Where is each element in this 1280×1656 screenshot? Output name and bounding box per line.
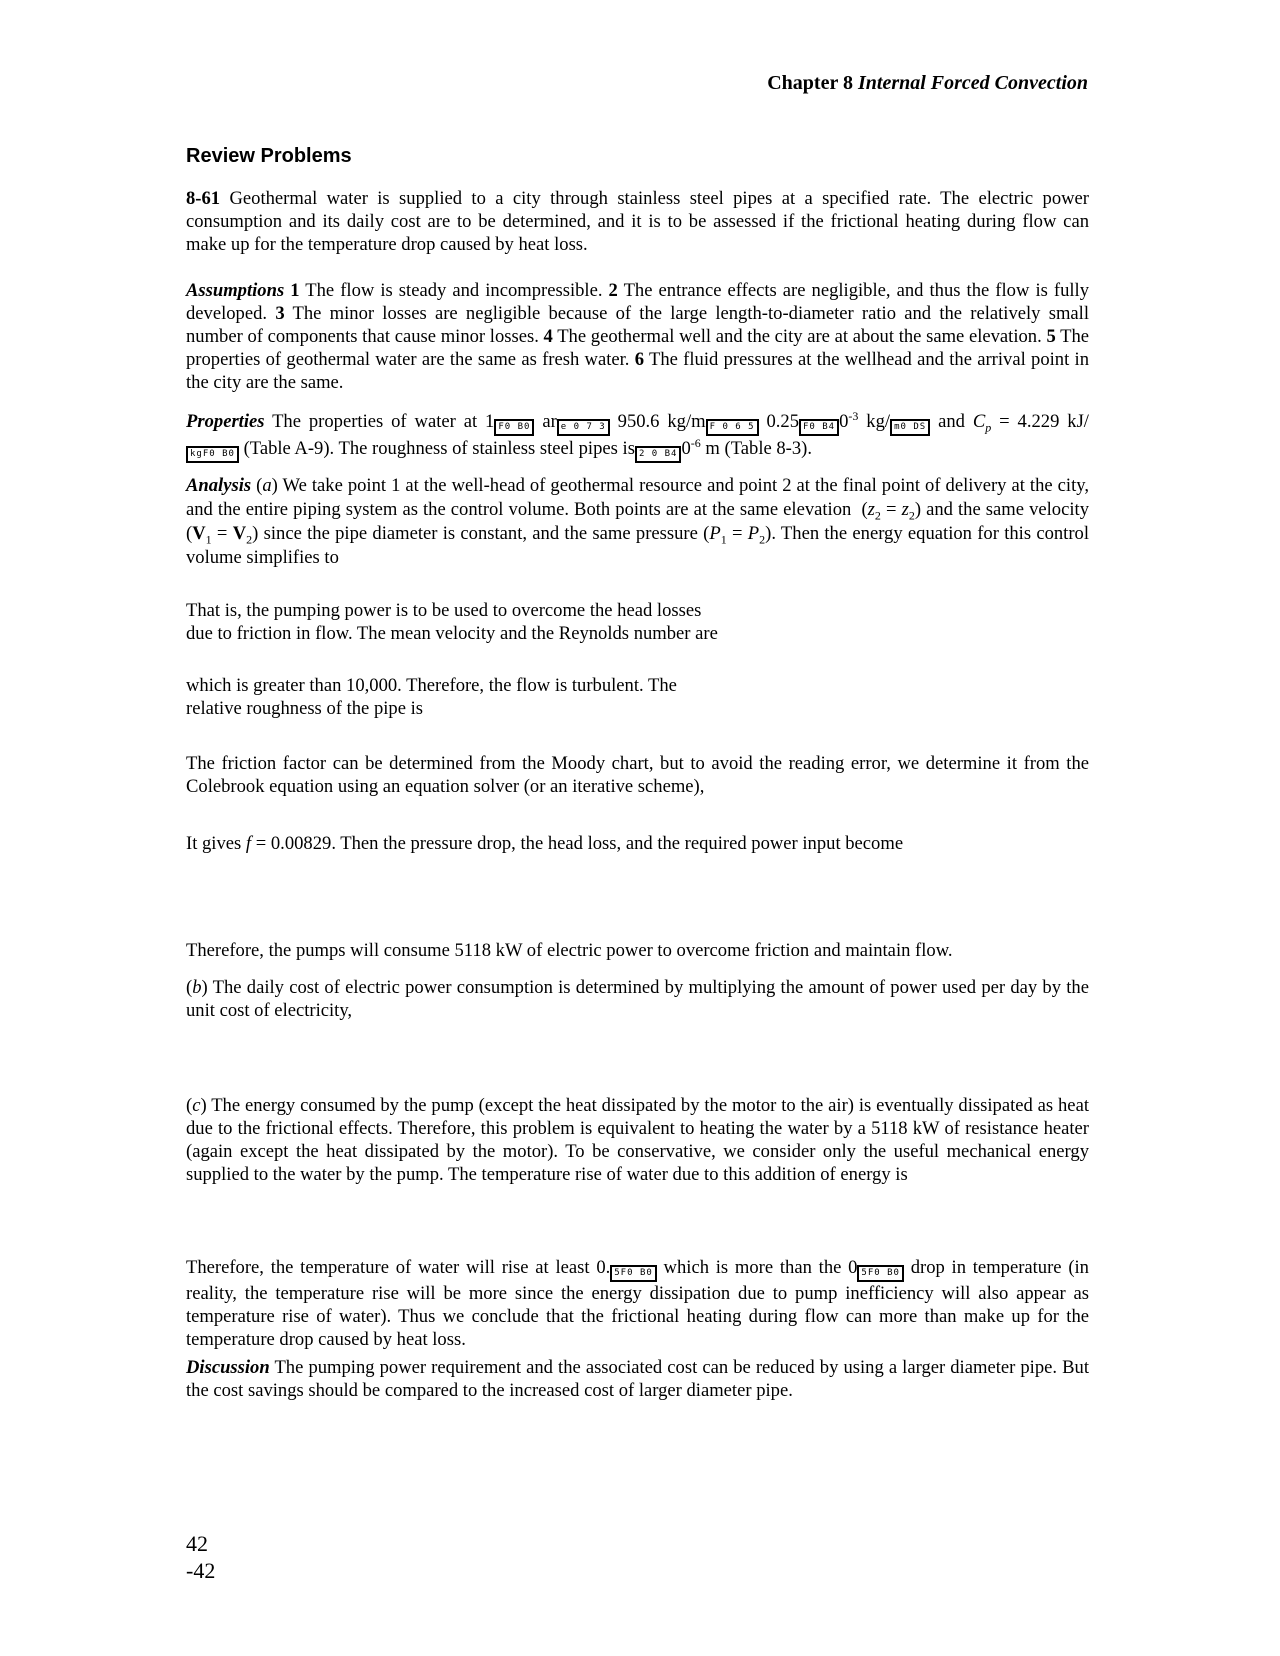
exponent: -6 bbox=[690, 435, 701, 450]
friction-factor-symbol: f bbox=[245, 833, 252, 854]
math-symbol: P bbox=[709, 523, 721, 544]
properties-text: 950.6 kg/m bbox=[617, 411, 706, 432]
missing-glyph-icon: 5F0 B0 bbox=[610, 1265, 657, 1282]
chapter-header bbox=[767, 72, 1088, 95]
properties-text: 0 bbox=[839, 411, 849, 432]
properties-text: (Table A-9). The roughness of stainless steel pipes is bbox=[243, 438, 635, 459]
part-c-paragraph: (c) The energy consumed by the pump (except the heat dissipated by the motor to the air) is eventually dissipated as heat due to the frictional effects. Therefore, this problem is equivalent to heating the water by a 5118 kW of resistance heater (again except the heat dissipated by the motor). To be conservative, we consider only the useful mechanical energy supplied to the water by the pump. The temperature rise of water due to this addition of energy is bbox=[186, 1095, 1089, 1185]
turbulent-paragraph bbox=[186, 674, 1089, 720]
cp-symbol: C bbox=[972, 411, 986, 432]
pumps-consume-paragraph bbox=[186, 939, 1089, 962]
assumption-number: 3 bbox=[275, 303, 285, 324]
math-subscript: 1 bbox=[720, 532, 727, 547]
assumption-text: The geothermal well and the city are at about the same elevation. bbox=[557, 326, 1042, 347]
math-symbol: z bbox=[867, 499, 875, 520]
assumption-number: 1 bbox=[290, 280, 300, 301]
math-symbol: z bbox=[901, 499, 909, 520]
text-line: due to friction in flow. The mean velocity and the Reynolds number are bbox=[186, 623, 718, 644]
page-number-line: -42 bbox=[186, 1558, 216, 1583]
part-c-text: The energy consumed by the pump (except the heat dissipated by the motor to the air) is eventually dissipated as heat due to the frictional effects. Therefore, this problem is equivalent to heating the water by a 5118 kW of resistance heater (again except the heat dissipated by the motor). To be conservative, we consider only the useful mechanical energy supplied to the water by the pump. The temperature rise of water due to this addition of energy is bbox=[186, 1095, 1089, 1185]
text-line: relative roughness of the pipe is bbox=[186, 698, 424, 719]
properties-text: ar bbox=[542, 411, 557, 432]
assumption-number: 6 bbox=[634, 349, 645, 370]
text-line: That is, the pumping power is to be used to overcome the head losses bbox=[186, 600, 702, 621]
exponent: -3 bbox=[848, 408, 859, 423]
conclusion-text: drop in temperature (in reality, the temperature rise will be more since the energy dissipation due to pump inefficiency will also appear as temperature rise of water). Thus we conclude that the frictional heating during flow can more than make up for the temperature drop caused by heat loss. bbox=[186, 1257, 1089, 1350]
section-title: Review Problems bbox=[186, 145, 352, 167]
missing-glyph-icon: F0 B4 bbox=[799, 419, 839, 436]
math-symbol: V bbox=[192, 523, 206, 544]
part-letter: c bbox=[192, 1095, 201, 1116]
properties-text: 0.25 bbox=[766, 411, 799, 432]
part-b-text: The daily cost of electric power consumption is determined by multiplying the amount of power used per day by the unit cost of electricity, bbox=[186, 977, 1089, 1021]
conclusion-paragraph bbox=[186, 1256, 1089, 1351]
math-symbol: P bbox=[747, 523, 760, 544]
missing-glyph-icon: e 0 7 3 bbox=[557, 419, 610, 436]
properties-text: The properties of water at 1 bbox=[272, 411, 495, 432]
assumption-text: The entrance effects are negligible, and thus the flow is fully developed. bbox=[186, 280, 1090, 324]
properties-text: = 4.229 kJ/ bbox=[999, 411, 1089, 432]
page-number-line: 42 bbox=[186, 1531, 208, 1556]
part-letter: b bbox=[192, 977, 202, 998]
chapter-title: Internal Forced Convection bbox=[857, 72, 1088, 94]
chapter-number: Chapter 8 bbox=[767, 72, 853, 94]
analysis-text: and the same velocity ( bbox=[186, 499, 1089, 544]
discussion-text: The pumping power requirement and the associated cost can be reduced by using a larger diameter pipe. But the cost savings should be compared to the increased cost of larger diameter pipe. bbox=[186, 1357, 1089, 1401]
properties-text: 0 bbox=[681, 438, 691, 459]
assumptions-label: Assumptions bbox=[186, 280, 285, 301]
discussion-label: Discussion bbox=[186, 1357, 270, 1378]
friction-paragraph bbox=[186, 752, 1089, 798]
missing-glyph-icon: 5F0 B0 bbox=[857, 1265, 904, 1282]
properties-label: Properties bbox=[186, 411, 265, 432]
properties-text: m (Table 8-3). bbox=[705, 438, 813, 459]
math-subscript: 2 bbox=[908, 508, 915, 523]
properties-text: kg/ bbox=[866, 411, 891, 432]
assumption-number: 5 bbox=[1046, 326, 1056, 347]
math-subscript: 1 bbox=[205, 532, 212, 547]
analysis-text: ). Then the energy equation for this control volume simplifies to bbox=[186, 523, 1090, 568]
analysis-text: since the pipe diameter is constant, and the same pressure ( bbox=[263, 523, 710, 544]
problem-statement bbox=[186, 187, 1089, 256]
math-subscript: 2 bbox=[759, 532, 766, 547]
analysis-label: Analysis bbox=[186, 475, 252, 496]
assumption-text: The minor losses are negligible because of the large length-to-diameter ratio and the relatively small number of components that cause minor losses. bbox=[186, 303, 1089, 347]
pumping-paragraph bbox=[186, 599, 1089, 645]
assumption-text: The fluid pressures at the wellhead and the arrival point in the city are the same. bbox=[186, 349, 1089, 393]
math-subscript: 2 bbox=[874, 508, 881, 523]
gives-text: It gives bbox=[186, 833, 242, 854]
assumption-text: The properties of geothermal water are the same as fresh water. bbox=[186, 326, 1090, 370]
missing-glyph-icon: kgF0 B0 bbox=[186, 446, 239, 463]
properties-text: and bbox=[938, 411, 965, 432]
conclusion-text: Therefore, the temperature of water will rise at least 0. bbox=[186, 1257, 611, 1278]
problem-number: 8-61 bbox=[186, 188, 221, 209]
problem-text: Geothermal water is supplied to a city through stainless steel pipes at a specified rate. The electric power consumption and its daily cost are to be determined, and it is to be assessed if the frictional heating during flow can make up for the temperature drop caused by heat loss. bbox=[186, 188, 1089, 255]
assumption-text: The flow is steady and incompressible. bbox=[305, 280, 603, 301]
math-symbol: V bbox=[232, 523, 247, 544]
cp-subscript: p bbox=[985, 420, 992, 435]
analysis-paragraph: Analysis (a) We take point 1 at the well-head of geothermal resource and point 2 at the final point of delivery at the city, and the entire piping system as the control volume. Both points are at the same elevation $(z_2 = z_2)$ and the same velocity $(V_1 = V_2)$ since the pipe diameter is constant, and the same pressure $(P_1 = P_2)$. Then the energy equation for this control volume simplifies to bbox=[186, 475, 1090, 568]
missing-glyph-icon: 2 0 B4 bbox=[635, 446, 682, 463]
discussion-paragraph bbox=[186, 1356, 1089, 1402]
part-letter: a bbox=[262, 475, 272, 496]
properties-paragraph bbox=[186, 409, 1089, 463]
friction-text: The friction factor can be determined from the Moody chart, but to avoid the reading error, we determine it from the Colebrook equation using an equation solver (or an iterative scheme), bbox=[186, 753, 1089, 797]
page-number bbox=[186, 1530, 215, 1584]
assumption-number: 2 bbox=[608, 280, 618, 301]
math-subscript: 2 bbox=[246, 532, 253, 547]
missing-glyph-icon: m0 DS bbox=[890, 419, 930, 436]
gives-text: = 0.00829. Then the pressure drop, the head loss, and the required power input become bbox=[255, 833, 904, 854]
missing-glyph-icon: F0 B0 bbox=[494, 419, 534, 436]
gives-paragraph bbox=[186, 832, 1089, 855]
part-b-paragraph: (b) The daily cost of electric power consumption is determined by multiplying the amount of power used per day by the unit cost of electricity, bbox=[186, 977, 1089, 1021]
missing-glyph-icon: F 0 6 5 bbox=[706, 419, 759, 436]
assumption-number: 4 bbox=[543, 326, 553, 347]
text-line: which is greater than 10,000. Therefore, the flow is turbulent. The bbox=[186, 675, 677, 696]
pumps-consume-text: Therefore, the pumps will consume 5118 kW of electric power to overcome friction and maintain flow. bbox=[186, 940, 953, 961]
conclusion-text: which is more than the 0 bbox=[663, 1257, 858, 1278]
analysis-text: We take point 1 at the well-head of geothermal resource and point 2 at the final point of delivery at the city, and the entire piping system as the control volume. Both points are at the same elevation bbox=[186, 475, 1089, 520]
assumptions-paragraph bbox=[186, 279, 1089, 394]
